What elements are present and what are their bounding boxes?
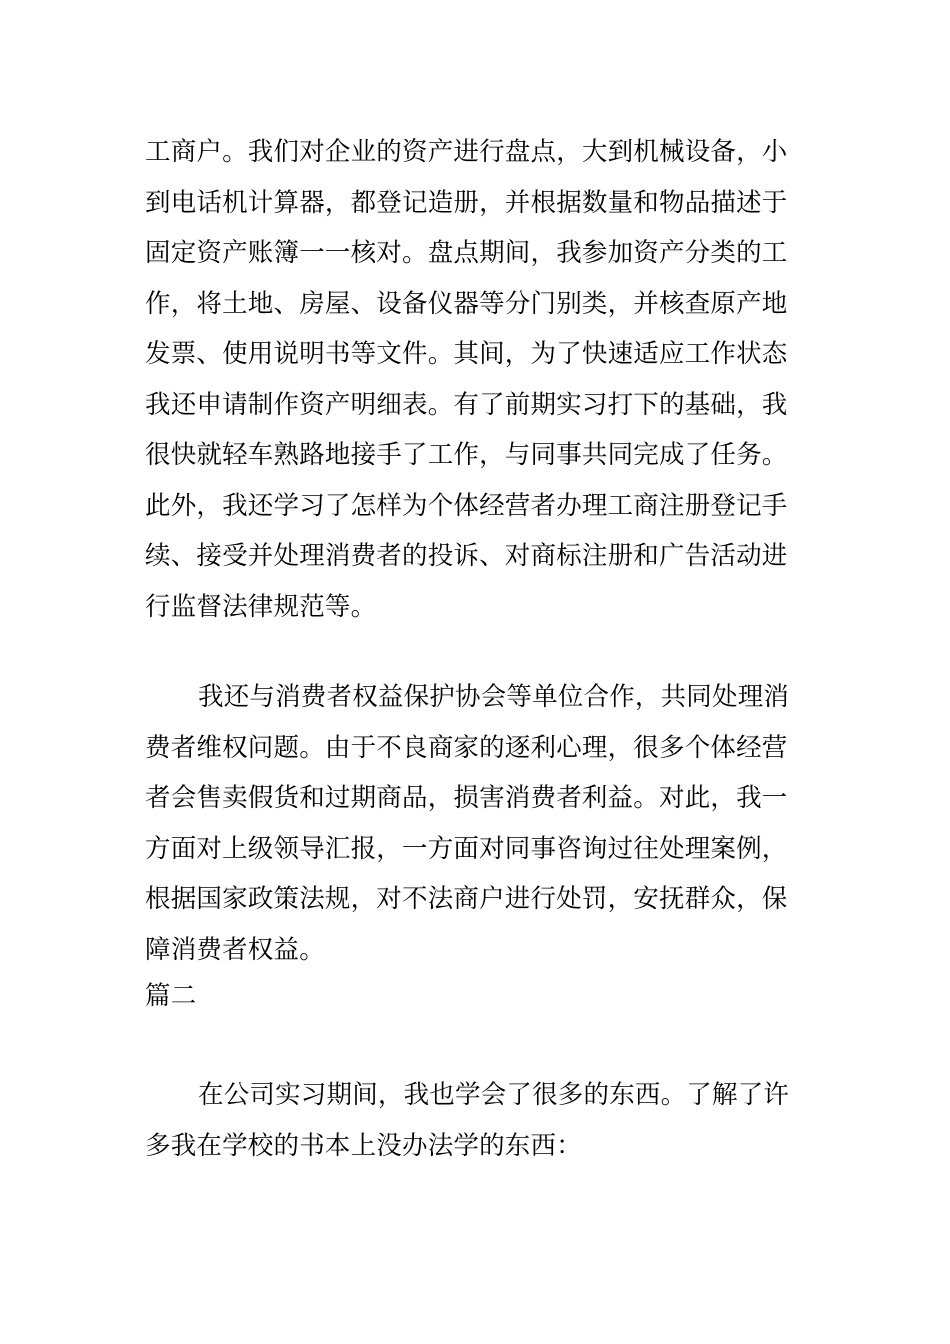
- paragraph-2-line: 费者维权问题。由于不良商家的逐利心理，很多个体经营: [145, 732, 788, 763]
- paragraph-1-line: 工商户。我们对企业的资产进行盘点，大到机械设备，小: [145, 137, 788, 167]
- paragraph-3-line: 在公司实习期间，我也学会了很多的东西。了解了许: [198, 1080, 790, 1110]
- paragraph-1-line: 我还申请制作资产明细表。有了前期实习打下的基础，我: [145, 389, 788, 420]
- paragraph-1-line: 到电话机计算器，都登记造册，并根据数量和物品描述于: [145, 187, 788, 218]
- paragraph-3-line: 多我在学校的书本上没办法学的东西：: [145, 1130, 582, 1161]
- section-heading: [145, 971, 807, 1022]
- paragraph-2-line: 者会售卖假货和过期商品，损害消费者利益。对此，我一: [145, 783, 788, 813]
- paragraph-1-line: 作，将土地、房屋、设备仪器等分门别类，并核查原产地: [145, 288, 788, 319]
- paragraph-2-line: 根据国家政策法规，对不法商户进行处罚，安抚群众，保: [145, 884, 788, 914]
- paragraph-2-line: 我还与消费者权益保护协会等单位合作，共同处理消: [198, 682, 790, 712]
- paragraph-1: [145, 127, 807, 632]
- paragraph-1-line: 固定资产账簿一一核对。盘点期间，我参加资产分类的工: [145, 238, 788, 268]
- paragraph-3: [145, 1070, 807, 1171]
- paragraph-2-line: 方面对上级领导汇报，一方面对同事咨询过往处理案例，: [145, 833, 788, 864]
- paragraph-1-line: 此外，我还学习了怎样为个体经营者办理工商注册登记手: [145, 490, 788, 521]
- paragraph-1-line: 行监督法律规范等。: [145, 591, 377, 622]
- paragraph-1-line: 很快就轻车熟路地接手了工作，与同事共同完成了任务。: [145, 440, 788, 470]
- paragraph-2-line: 障消费者权益。: [145, 934, 325, 965]
- paragraph-1-line: 发票、使用说明书等文件。其间，为了快速适应工作状态: [145, 339, 788, 369]
- paragraph-2: [145, 672, 807, 975]
- section-heading-text: 篇二: [145, 981, 197, 1011]
- paragraph-1-line: 续、接受并处理消费者的投诉、对商标注册和广告活动进: [145, 541, 788, 571]
